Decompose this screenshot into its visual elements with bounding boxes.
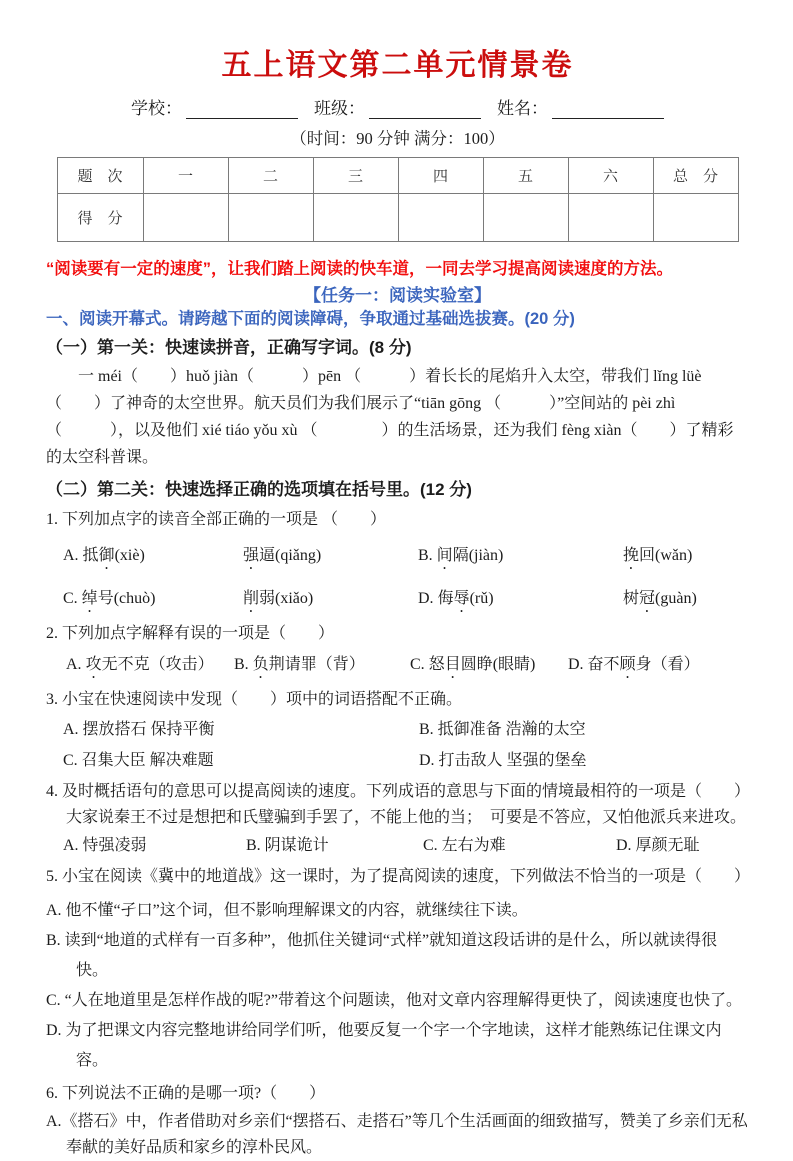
q4-option: C. 左右为难 [423, 837, 506, 854]
q1-option-cell: 强逼(qiǎng) [243, 547, 322, 564]
school-blank [186, 99, 298, 119]
q5-option: D. 为了把课文内容完整地讲给同学们听，他要反复一个字一个字地读，这样才能熟练记住课文内容。 [46, 1022, 722, 1069]
score-table-score-row [57, 194, 738, 242]
q2-option: A. 攻无不克（攻击） [66, 656, 214, 673]
q1-option-cell: 挽回(wǎn) [623, 547, 693, 564]
question-1-stem: 1. 下列加点字的读音全部正确的一项是 （ ） [46, 511, 387, 528]
q3-option: B. 抵御准备 浩瀚的太空 [419, 721, 586, 738]
school-label: 学校： [131, 99, 182, 118]
score-empty-cell [483, 194, 568, 242]
q5-option: C. “人在地道里是怎样作战的呢?”带着这个问题读，他对文章内容理解得更快了，阅读速度也快了。 [46, 992, 742, 1009]
question-2-options [46, 652, 749, 682]
score-header-cell: 一 [143, 158, 228, 194]
score-header-cell: 三 [313, 158, 398, 194]
q2-option: B. 负荆请罪（背） [234, 656, 365, 673]
student-info-line [46, 94, 749, 119]
q6-option: A.《搭石》中，作者借助对乡亲们“摆搭石、走搭石”等几个生活画面的细致描写，赞美了乡亲们无私奉献的美好品质和家乡的淳朴民风。 [46, 1113, 748, 1156]
pinyin-fill-paragraph: 一 méi（ ）huǒ jiàn（ ）pēn （ ）着长长的尾焰升入太空，带我们 lǐng lüè（ ）了神奇的太空世界。航天员们为我们展示了“tiān gōng （ ）”空间站的 pèi zhì（ ），以及他们 xié tiáo yǒu xù （ ）的生活场景，还为我们 fèng xiàn（ ）了精彩的太空科普课。 [46, 368, 734, 466]
q2-option: D. 奋不顾身（看） [568, 656, 700, 673]
q4-option: A. 恃强凌弱 [63, 837, 147, 854]
score-table [57, 157, 739, 242]
question-3-options [46, 717, 749, 774]
score-header-cell: 五 [483, 158, 568, 194]
score-header-cell: 四 [398, 158, 483, 194]
score-table-header-row [57, 158, 738, 194]
question-6-stem: 6. 下列说法不正确的是哪一项?（ ） [46, 1085, 326, 1102]
class-blank [369, 99, 481, 119]
q1-option-cell: D. 侮辱(rǔ) [418, 590, 494, 607]
score-empty-cell [143, 194, 228, 242]
q5-option: A. 他不懂“孑口”这个词，但不影响理解课文的内容，就继续往下读。 [46, 902, 528, 919]
q1-option-cell: A. 抵御(xiè) [63, 547, 145, 564]
score-empty-cell [398, 194, 483, 242]
q3-option: C. 召集大臣 解决难题 [63, 752, 214, 769]
question-5-options [46, 896, 749, 1076]
page-title: 五上语文第二单元情景卷 [221, 49, 574, 82]
q1-option-cell: C. 绰号(chuò) [63, 590, 156, 607]
question-3-stem: 3. 小宝在快速阅读中发现（ ）项中的词语搭配不正确。 [46, 691, 463, 708]
school-field [131, 94, 298, 119]
q3-option: A. 摆放搭石 保持平衡 [63, 721, 215, 738]
task-one-title: 【任务一：阅读实验室】 [304, 286, 491, 305]
q1-option-cell: B. 间隔(jiàn) [418, 547, 504, 564]
q3-option: D. 打击敌人 坚强的堡垒 [419, 752, 587, 769]
intro-red-line: “阅读要有一定的速度”，让我们踏上阅读的快车道，一同去学习提高阅读速度的方法。 [46, 260, 673, 278]
name-field [497, 94, 664, 119]
score-header-cell: 总 分 [653, 158, 738, 194]
question-4-options [46, 833, 749, 859]
score-header-cell: 题 次 [57, 158, 143, 194]
section-one-title: 一、阅读开幕式。请跨越下面的阅读障碍，争取通过基础选拔赛。(20 分) [46, 310, 575, 328]
question-5-stem: 5. 小宝在阅读《冀中的地道战》这一课时，为了提高阅读的速度，下列做法不恰当的一项是（ ） [46, 868, 751, 885]
score-empty-cell [228, 194, 313, 242]
name-label: 姓名： [497, 99, 548, 118]
time-score-line: （时间：90 分钟 满分：100） [290, 129, 505, 148]
score-empty-cell [568, 194, 653, 242]
class-label: 班级： [314, 99, 365, 118]
q1-option-cell: 削弱(xiǎo) [243, 590, 314, 607]
question-4-stem: 4. 及时概括语句的意思可以提高阅读的速度。下列成语的意思与下面的情境最相符的一项是（ ） [46, 783, 751, 800]
score-header-cell: 二 [228, 158, 313, 194]
q1-option-cell: 树冠(guàn) [623, 590, 697, 607]
score-header-cell: 六 [568, 158, 653, 194]
q4-option: B. 阴谋诡计 [246, 837, 329, 854]
part2-heading: （二）第二关：快速选择正确的选项填在括号里。(12 分) [46, 480, 472, 499]
score-empty-cell [653, 194, 738, 242]
class-field [314, 94, 481, 119]
question-2-stem: 2. 下列加点字解释有误的一项是（ ） [46, 625, 335, 642]
question-1-options [46, 542, 749, 616]
score-empty-cell [313, 194, 398, 242]
score-row-label: 得 分 [57, 194, 143, 242]
q5-option: B. 读到“地道的式样有一百多种”，他抓住关键词“式样”就知道这段话讲的是什么，所以就读得很快。 [46, 932, 718, 979]
q4-option: D. 厚颜无耻 [616, 837, 700, 854]
part1-heading: （一）第一关：快速读拼音，正确写字词。(8 分) [46, 338, 412, 357]
name-blank [552, 99, 664, 119]
question-4-context: 大家说秦王不过是想把和氏璧骗到手罢了，不能上他的当； 可要是不答应，又怕他派兵来进攻。 [66, 809, 747, 826]
q2-option: C. 怒目圆睁(眼睛) [410, 656, 536, 673]
